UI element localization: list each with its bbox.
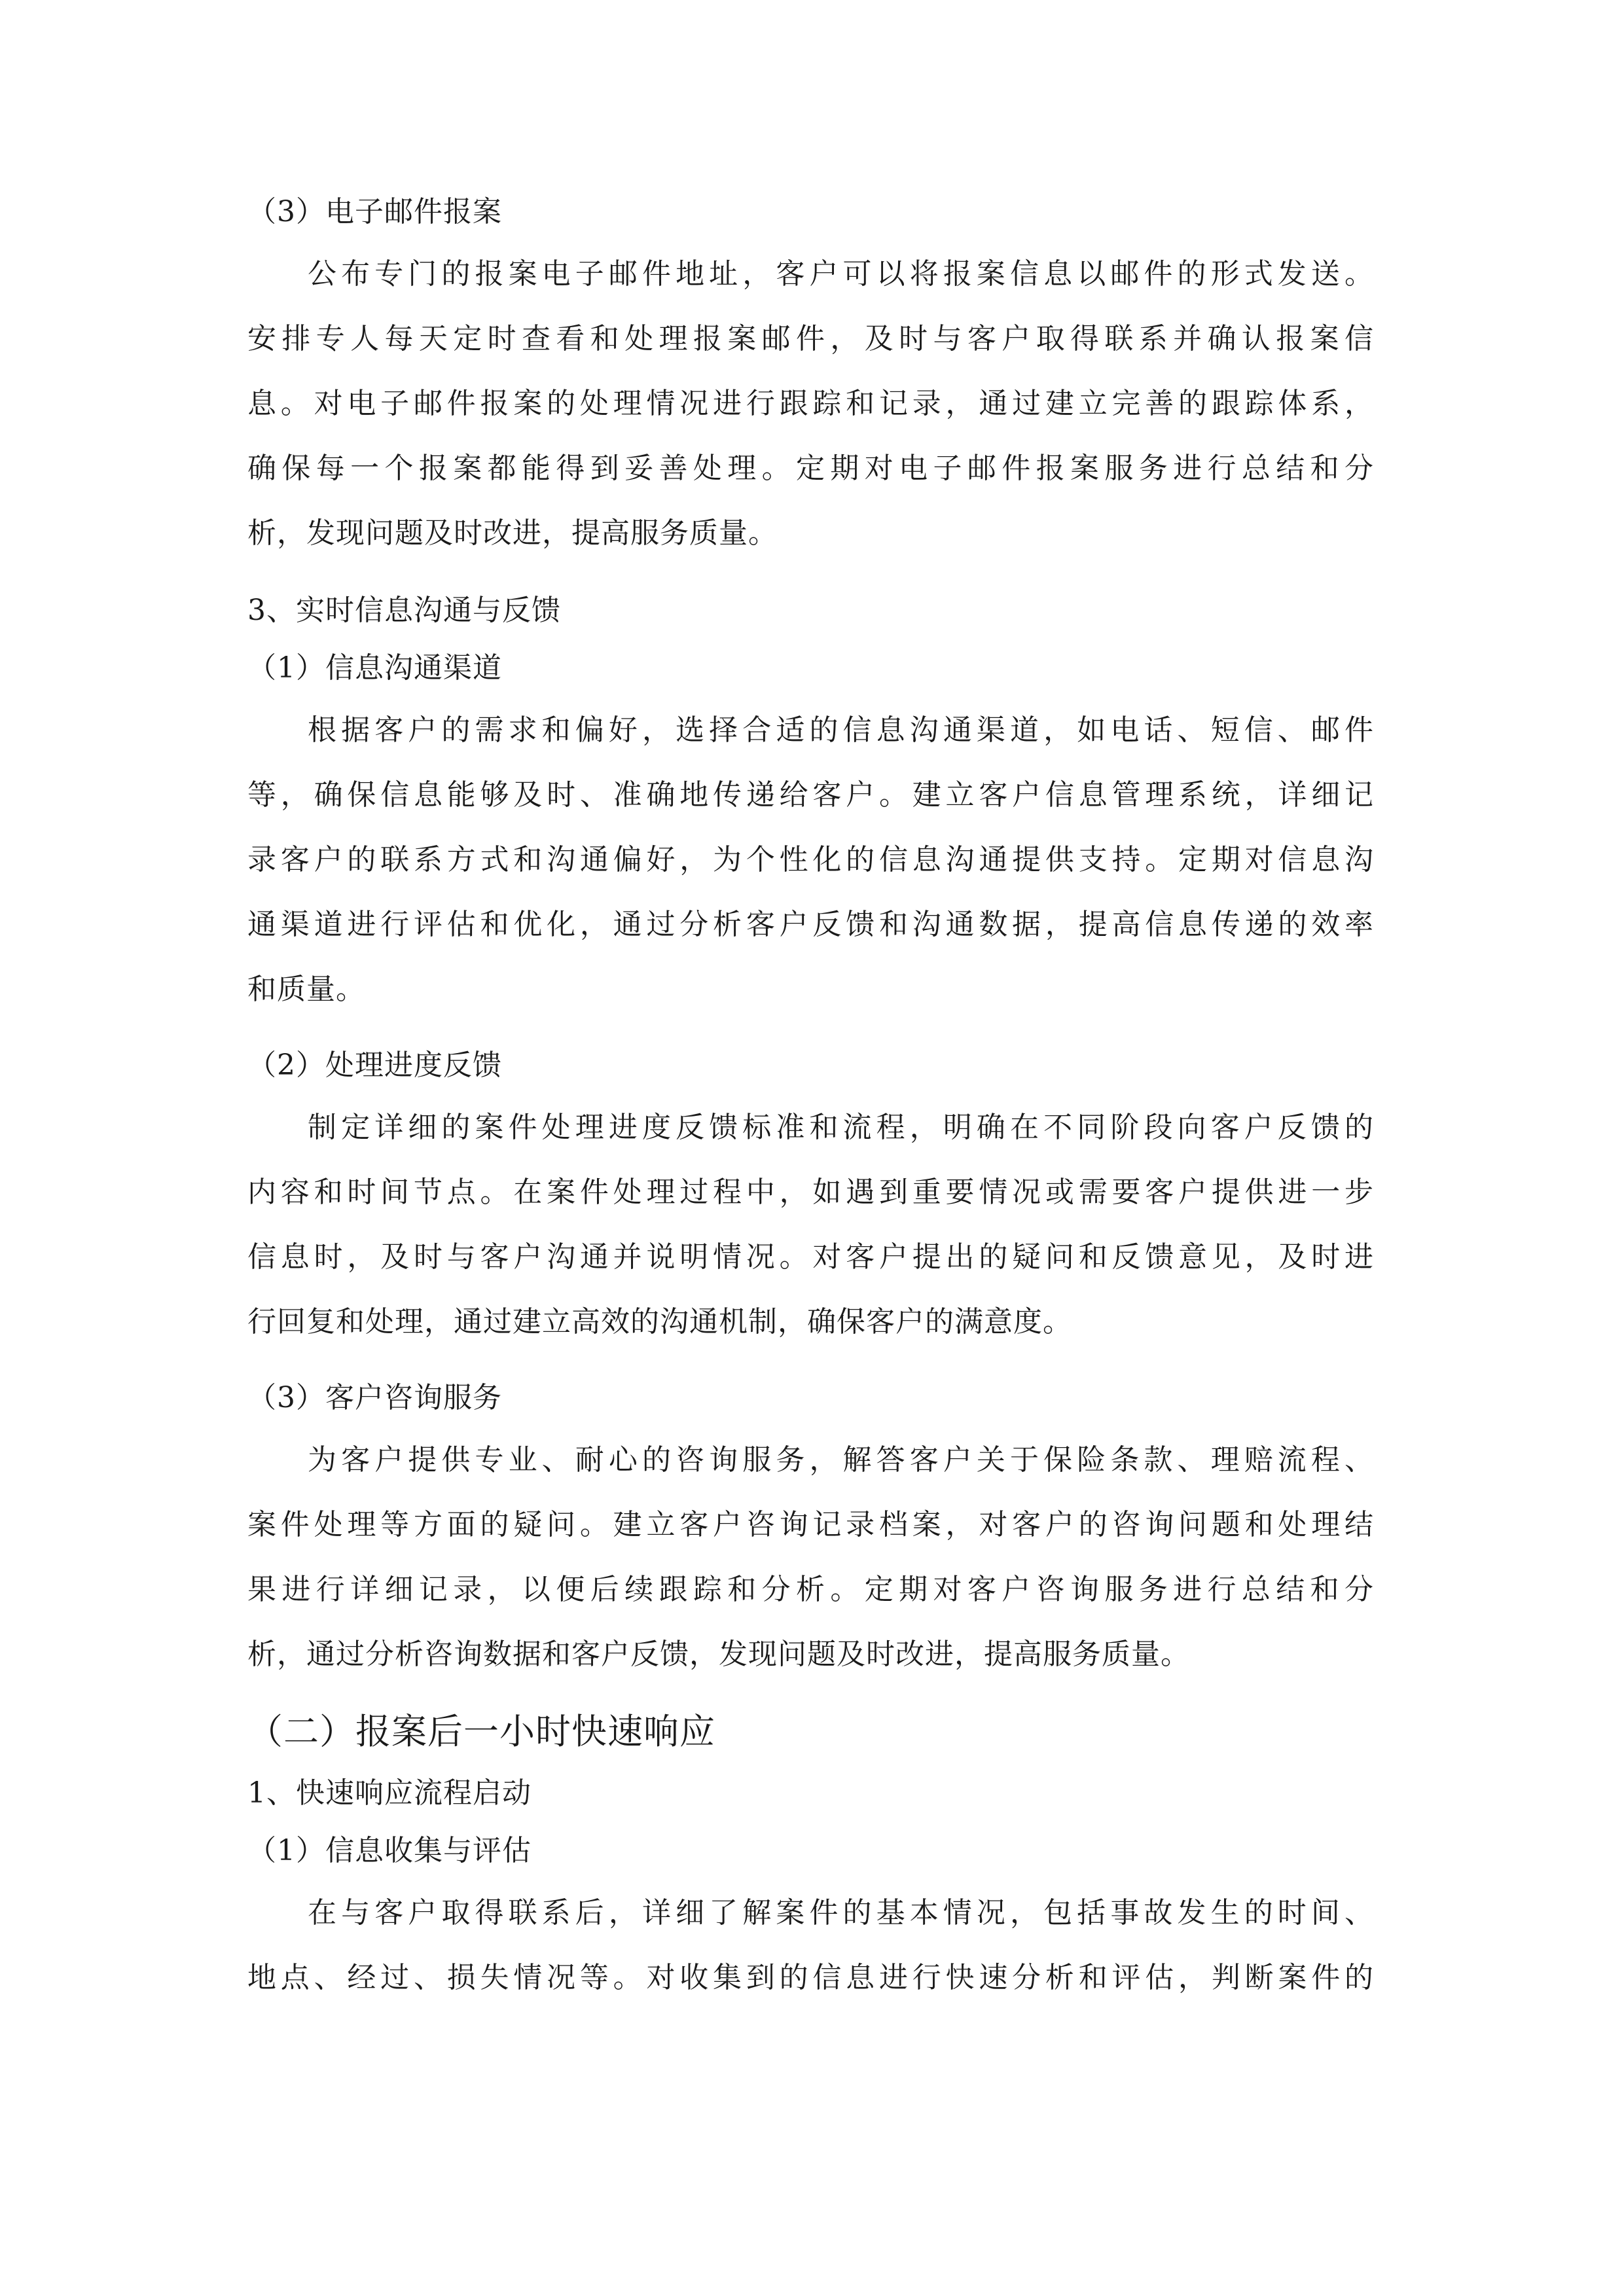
subheading-consult: （3）客户咨询服务 <box>247 1381 502 1414</box>
paragraph-line: 公布专门的报案电子邮件地址，客户可以将报案信息以邮件的形式发送。 <box>308 257 1373 291</box>
paragraph-line: 地点、经过、损失情况等。对收集到的信息进行快速分析和评估，判断案件的 <box>247 1961 1373 1994</box>
heading-section-3: 3、实时信息沟通与反馈 <box>247 594 561 627</box>
paragraph-line: 制定详细的案件处理进度反馈标准和流程，明确在不同阶段向客户反馈的 <box>308 1111 1373 1144</box>
heading-response-flow: 1、快速响应流程启动 <box>247 1776 532 1810</box>
paragraph-line: 等，确保信息能够及时、准确地传递给客户。建立客户信息管理系统，详细记 <box>247 778 1373 812</box>
paragraph-line: 析，通过分析咨询数据和客户反馈，发现问题及时改进，提高服务质量。 <box>247 1638 1190 1671</box>
paragraph-line: 析，发现问题及时改进，提高服务质量。 <box>247 516 778 550</box>
section-title-part-2: （二）报案后一小时快速响应 <box>247 1711 715 1752</box>
paragraph-line: 行回复和处理，通过建立高效的沟通机制，确保客户的满意度。 <box>247 1305 1072 1338</box>
paragraph-line: 果进行详细记录，以便后续跟踪和分析。定期对客户咨询服务进行总结和分 <box>247 1573 1373 1606</box>
paragraph-line: 确保每一个报案都能得到妥善处理。定期对电子邮件报案服务进行总结和分 <box>247 452 1373 485</box>
paragraph-line: 信息时，及时与客户沟通并说明情况。对客户提出的疑问和反馈意见，及时进 <box>247 1240 1373 1274</box>
paragraph-line: 为客户提供专业、耐心的咨询服务，解答客户关于保险条款、理赔流程、 <box>308 1443 1373 1477</box>
subheading-channels: （1）信息沟通渠道 <box>247 651 502 685</box>
subheading-progress: （2）处理进度反馈 <box>247 1049 502 1082</box>
paragraph-line: 息。对电子邮件报案的处理情况进行跟踪和记录，通过建立完善的跟踪体系， <box>247 387 1373 420</box>
subheading-collect: （1）信息收集与评估 <box>247 1834 532 1867</box>
paragraph-line: 案件处理等方面的疑问。建立客户咨询记录档案，对客户的咨询问题和处理结 <box>247 1508 1373 1541</box>
paragraph-line: 根据客户的需求和偏好，选择合适的信息沟通渠道，如电话、短信、邮件 <box>308 713 1373 747</box>
paragraph-line: 录客户的联系方式和沟通偏好，为个性化的信息沟通提供支持。定期对信息沟 <box>247 843 1373 876</box>
subheading-email-report: （3）电子邮件报案 <box>247 195 502 228</box>
paragraph-line: 内容和时间节点。在案件处理过程中，如遇到重要情况或需要客户提供进一步 <box>247 1175 1373 1209</box>
paragraph-line: 通渠道进行评估和优化，通过分析客户反馈和沟通数据，提高信息传递的效率 <box>247 908 1373 941</box>
paragraph-line: 在与客户取得联系后，详细了解案件的基本情况，包括事故发生的时间、 <box>308 1896 1373 1929</box>
paragraph-line: 安排专人每天定时查看和处理报案邮件，及时与客户取得联系并确认报案信 <box>247 322 1373 355</box>
paragraph-line: 和质量。 <box>247 973 365 1006</box>
